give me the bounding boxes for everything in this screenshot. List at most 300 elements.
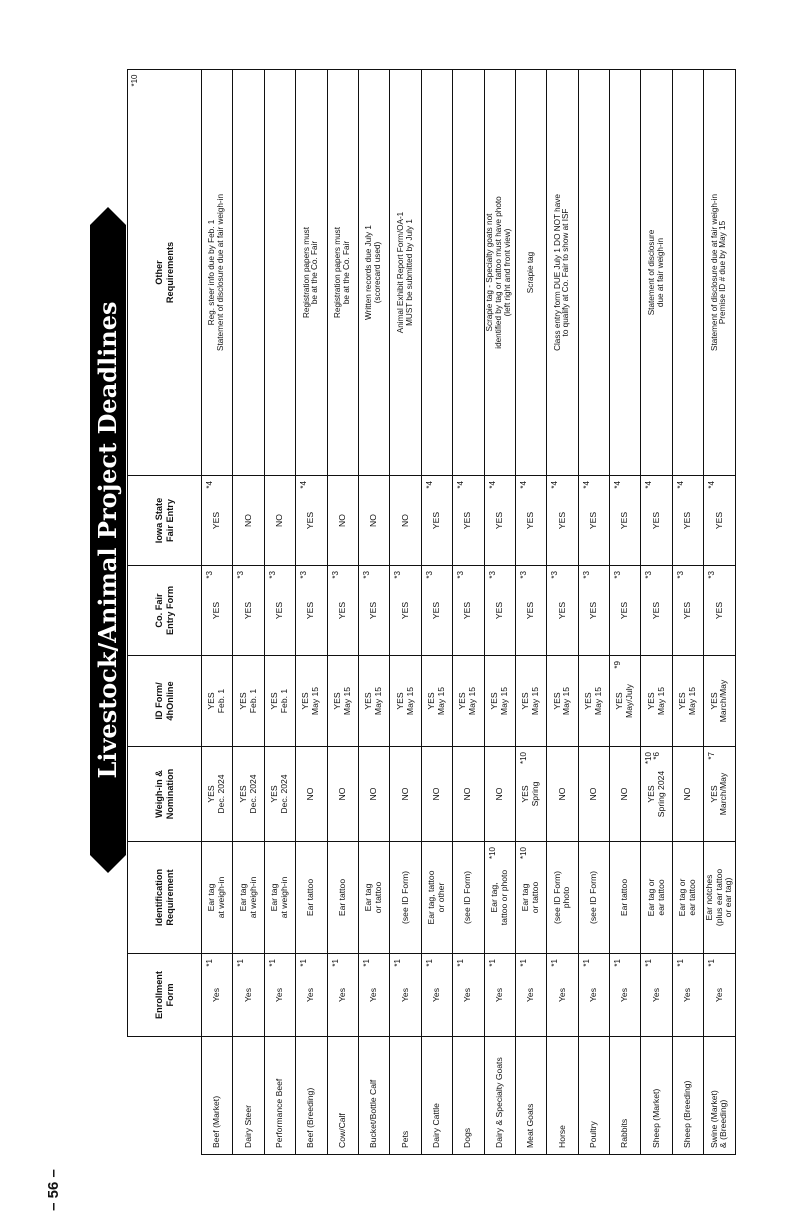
- footnote-marker: *10: [129, 74, 139, 87]
- cell-cofair: [264, 566, 295, 656]
- cell-idform: [358, 656, 389, 747]
- cell-other: [264, 70, 295, 476]
- cell-text: Yes: [587, 987, 598, 1003]
- cell-weigh: [704, 747, 735, 842]
- cell-text: (see ID Form) photo: [551, 871, 572, 924]
- cell-text: YES: [462, 511, 473, 530]
- cell-other: [421, 70, 452, 476]
- table-row: [672, 70, 703, 1155]
- footnote-marker: *4: [581, 481, 591, 489]
- cell-text: Dairy & Specialty Goats: [493, 1057, 504, 1148]
- cell-text: YES Spring 2024: [645, 770, 666, 818]
- cell-text: Yes: [368, 987, 379, 1003]
- cell-state: [296, 476, 327, 566]
- cell-enroll: [484, 954, 515, 1037]
- cell-text: (see ID Form): [587, 871, 598, 924]
- footnote-marker: *4: [424, 481, 434, 489]
- footnote-marker: *4: [299, 481, 309, 489]
- cell-text: YES: [525, 511, 536, 530]
- table-row: [484, 70, 515, 1155]
- cell-text: Animal Exhibit Report Form/OA-1 MUST be submitted by July 1: [395, 211, 414, 334]
- cell-enroll: [547, 954, 578, 1037]
- cell-enroll: [421, 954, 452, 1037]
- cell-text: YES: [336, 601, 347, 620]
- cell-other: [672, 70, 703, 476]
- cell-cofair: [578, 566, 609, 656]
- cell-name: [202, 1037, 233, 1155]
- cell-enroll: [233, 954, 264, 1037]
- cell-idform: [264, 656, 295, 747]
- cell-weigh: [641, 747, 672, 842]
- footnote-marker: *4: [205, 481, 214, 489]
- page-number: – 56 –: [45, 1169, 62, 1211]
- cell-text: NO: [305, 787, 316, 801]
- cell-text: NO: [336, 787, 347, 801]
- cell-ident: [296, 842, 327, 954]
- cell-cofair: [358, 566, 389, 656]
- cell-other: [484, 70, 515, 476]
- cell-weigh: [672, 747, 703, 842]
- cell-idform: [296, 656, 327, 747]
- cell-text: Ear tag or tattoo: [363, 881, 384, 914]
- cell-text: NO: [682, 787, 693, 801]
- cell-text: Poultry: [587, 1121, 598, 1148]
- cell-text: YES: [274, 601, 285, 620]
- cell-text: YES: [211, 601, 222, 620]
- cell-state: [484, 476, 515, 566]
- cell-cofair: [233, 566, 264, 656]
- footnote-marker: *3: [613, 571, 623, 579]
- cell-text: YES May 15: [520, 686, 541, 716]
- cell-weigh: [578, 747, 609, 842]
- cell-text: Yes: [274, 987, 285, 1003]
- cell-text: Beef (Market): [211, 1095, 222, 1148]
- cell-other: [390, 70, 421, 476]
- cell-other: [610, 70, 641, 476]
- cell-text: YES: [462, 601, 473, 620]
- table-row: [515, 70, 546, 1155]
- footnote-marker: *3: [581, 571, 591, 579]
- cell-text: Yes: [399, 987, 410, 1003]
- table-row: [358, 70, 389, 1155]
- cell-text: NO: [493, 787, 504, 801]
- footnote-marker: *3: [205, 571, 214, 579]
- cell-text: YES: [368, 601, 379, 620]
- cell-text: YES May 15: [488, 686, 509, 716]
- cell-state: [610, 476, 641, 566]
- cell-text: YES Dec. 2024: [237, 774, 258, 814]
- cell-text: Sheep (Breeding): [682, 1080, 693, 1148]
- footnote-marker: *1: [675, 959, 685, 967]
- cell-text: NO: [430, 787, 441, 801]
- cell-text: Yes: [619, 987, 630, 1003]
- cell-text: YES May 15: [363, 686, 384, 716]
- footnote-marker: *4: [518, 481, 528, 489]
- cell-text: YES May 15: [645, 686, 666, 716]
- cell-weigh: [296, 747, 327, 842]
- cell-text: Yes: [556, 987, 567, 1003]
- footnote-marker: *6: [652, 752, 662, 760]
- cell-enroll: [453, 954, 484, 1037]
- cell-idform: [672, 656, 703, 747]
- cell-text: Yes: [462, 987, 473, 1003]
- cell-state: [327, 476, 358, 566]
- cell-text: YES: [493, 601, 504, 620]
- cell-name: [641, 1037, 672, 1155]
- cell-ident: [672, 842, 703, 954]
- cell-text: YES May 15: [583, 686, 603, 716]
- cell-text: Written records due July 1 (scorecard used): [364, 225, 383, 320]
- cell-weigh: [484, 747, 515, 842]
- cell-text: Ear tag at weigh-in: [206, 876, 227, 919]
- cell-text: YES Feb. 1: [237, 688, 258, 714]
- cell-text: NO: [336, 514, 347, 527]
- cell-other: [547, 70, 578, 476]
- cell-text: YES: [650, 511, 661, 530]
- cell-ident: [327, 842, 358, 954]
- footnote-marker: *9: [613, 661, 623, 669]
- cell-text: Sheep (Market): [650, 1088, 661, 1148]
- cell-text: YES Spring: [520, 781, 541, 807]
- cell-text: YES Dec. 2024: [269, 774, 289, 814]
- cell-text: YES: [242, 601, 253, 620]
- cell-weigh: [358, 747, 389, 842]
- cell-state: [264, 476, 295, 566]
- cell-cofair: [421, 566, 452, 656]
- cell-text: YES May 15: [426, 686, 446, 716]
- footnote-marker: *3: [236, 571, 246, 579]
- cell-idform: [421, 656, 452, 747]
- footnote-marker: *4: [644, 481, 654, 489]
- cell-text: Dairy Cattle: [430, 1103, 441, 1148]
- cell-idform: [453, 656, 484, 747]
- cell-cofair: [704, 566, 735, 656]
- cell-idform: [610, 656, 641, 747]
- cell-state: [421, 476, 452, 566]
- cell-text: YES: [556, 511, 567, 530]
- cell-text: YES May 15: [457, 686, 478, 716]
- cell-text: Horse: [556, 1125, 567, 1148]
- cell-text: NO: [242, 514, 253, 527]
- cell-weigh: [421, 747, 452, 842]
- cell-text: Yes: [493, 987, 504, 1003]
- cell-other: [327, 70, 358, 476]
- cell-text: (see ID Form): [399, 871, 410, 924]
- cell-weigh: [610, 747, 641, 842]
- cell-text: YES: [525, 601, 536, 620]
- cell-state: [358, 476, 389, 566]
- table-row: [202, 70, 233, 1155]
- cell-ident: [453, 842, 484, 954]
- cell-text: Swine (Market) & (Breeding): [708, 1090, 729, 1148]
- footnote-marker: *3: [487, 571, 497, 579]
- cell-enroll: [327, 954, 358, 1037]
- cell-name: [610, 1037, 641, 1155]
- cell-text: YES: [305, 601, 316, 620]
- cell-text: YES: [587, 601, 598, 620]
- cell-idform: [547, 656, 578, 747]
- cell-text: YES: [619, 601, 630, 620]
- cell-weigh: [233, 747, 264, 842]
- cell-other: [358, 70, 389, 476]
- header-state-fair: Iowa State Fair Entry: [128, 476, 202, 566]
- cell-text: Ear tag, tattoo or other: [426, 870, 446, 925]
- cell-text: Ear tag, tattoo or photo: [488, 869, 509, 926]
- cell-enroll: [641, 954, 672, 1037]
- cell-text: YES: [493, 511, 504, 530]
- cell-text: Yes: [242, 987, 253, 1003]
- cell-text: YES March/May: [708, 679, 729, 723]
- cell-enroll: [202, 954, 233, 1037]
- cell-text: Performance Beef: [274, 1078, 285, 1148]
- footnote-marker: *1: [205, 959, 214, 967]
- cell-text: Yes: [682, 987, 693, 1003]
- cell-state: [453, 476, 484, 566]
- cell-text: (see ID Form): [462, 871, 473, 924]
- cell-name: [421, 1037, 452, 1155]
- cell-idform: [484, 656, 515, 747]
- header-id-form: ID Form/ 4hOnline: [128, 656, 202, 747]
- cell-text: Dairy Steer: [242, 1105, 253, 1148]
- cell-weigh: [202, 747, 233, 842]
- footnote-marker: *3: [424, 571, 434, 579]
- cell-name: [672, 1037, 703, 1155]
- cell-state: [202, 476, 233, 566]
- cell-text: Ear tattoo: [336, 878, 347, 917]
- cell-text: YES: [713, 511, 724, 530]
- footnote-marker: *3: [267, 571, 277, 579]
- cell-text: Yes: [650, 987, 661, 1003]
- cell-text: Yes: [713, 987, 724, 1003]
- table-row: [327, 70, 358, 1155]
- footnote-marker: *4: [613, 481, 623, 489]
- cell-name: [453, 1037, 484, 1155]
- cell-text: Dogs: [462, 1127, 473, 1148]
- footnote-marker: *1: [613, 959, 623, 967]
- footnote-marker: *3: [330, 571, 340, 579]
- cell-state: [390, 476, 421, 566]
- cell-cofair: [641, 566, 672, 656]
- cell-text: Ear tattoo: [619, 878, 630, 917]
- cell-text: Ear tag or ear tattoo: [677, 878, 698, 917]
- footnote-marker: *3: [456, 571, 466, 579]
- cell-other: [641, 70, 672, 476]
- cell-other: [453, 70, 484, 476]
- cell-idform: [233, 656, 264, 747]
- cell-text: YES: [399, 601, 410, 620]
- cell-name: [233, 1037, 264, 1155]
- cell-text: Scrapie tag - Specialty goats not identified by tag or tattoo must have photo (left right and front view): [485, 196, 513, 349]
- rotated-page: [90, 70, 734, 1155]
- cell-enroll: [358, 954, 389, 1037]
- cell-text: NO: [619, 787, 630, 801]
- cell-weigh: [264, 747, 295, 842]
- footnote-marker: *4: [456, 481, 466, 489]
- cell-text: NO: [462, 787, 473, 801]
- cell-name: [484, 1037, 515, 1155]
- footnote-marker: *3: [675, 571, 685, 579]
- cell-state: [233, 476, 264, 566]
- cell-text: NO: [399, 787, 410, 801]
- cell-ident: [578, 842, 609, 954]
- cell-text: Yes: [211, 987, 222, 1003]
- table-row: [296, 70, 327, 1155]
- footnote-marker: *1: [330, 959, 340, 967]
- table-row: [578, 70, 609, 1155]
- cell-ident: [264, 842, 295, 954]
- cell-text: YES: [430, 601, 441, 620]
- cell-name: [547, 1037, 578, 1155]
- cell-idform: [578, 656, 609, 747]
- table-row: [453, 70, 484, 1155]
- cell-text: NO: [274, 514, 285, 527]
- cell-text: Reg. steer info due by Feb. 1 Statement of disclosure due at fair weigh-in: [207, 194, 226, 352]
- cell-text: YES: [305, 511, 316, 530]
- cell-text: Cow/Calf: [336, 1113, 347, 1148]
- cell-ident: [484, 842, 515, 954]
- cell-cofair: [672, 566, 703, 656]
- footnote-marker: *1: [424, 959, 434, 967]
- cell-state: [578, 476, 609, 566]
- cell-text: Ear tag at weigh-in: [269, 876, 289, 919]
- cell-text: Registration papers must be at the Co. Fair: [332, 227, 351, 319]
- footnote-marker: *10: [518, 752, 528, 765]
- header-row: [128, 70, 202, 1155]
- cell-name: [264, 1037, 295, 1155]
- footnote-marker: *1: [518, 959, 528, 967]
- table-row: [610, 70, 641, 1155]
- cell-state: [547, 476, 578, 566]
- cell-text: YES: [430, 511, 441, 530]
- cell-text: Yes: [525, 987, 536, 1003]
- cell-text: NO: [368, 787, 379, 801]
- cell-text: Ear tag or ear tattoo: [645, 878, 666, 917]
- cell-text: Yes: [336, 987, 347, 1003]
- cell-text: Ear notches (plus ear tattoo or ear tag): [703, 868, 734, 927]
- cell-text: YES: [556, 601, 567, 620]
- cell-ident: [515, 842, 546, 954]
- cell-other: [578, 70, 609, 476]
- cell-text: YES March/May: [708, 772, 729, 816]
- cell-text: Registration papers must be at the Co. Fair: [301, 227, 320, 319]
- cell-state: [672, 476, 703, 566]
- footnote-marker: *1: [456, 959, 466, 967]
- cell-text: YES Feb. 1: [206, 688, 227, 714]
- cell-ident: [610, 842, 641, 954]
- header-weigh-in: Weigh-in & Nomination: [128, 747, 202, 842]
- cell-text: YES May 15: [331, 686, 352, 716]
- cell-enroll: [704, 954, 735, 1037]
- cell-text: YES: [587, 511, 598, 530]
- cell-cofair: [610, 566, 641, 656]
- footnote-marker: *3: [361, 571, 371, 579]
- header-other: Other Requirements: [128, 70, 202, 476]
- cell-text: NO: [399, 514, 410, 527]
- footnote-marker: *3: [550, 571, 560, 579]
- page-title: Livestock/Animal Project Deadlines: [90, 225, 126, 855]
- cell-cofair: [296, 566, 327, 656]
- footnote-marker: *7: [707, 752, 717, 760]
- cell-ident: [202, 842, 233, 954]
- cell-text: Yes: [305, 987, 316, 1003]
- cell-ident: [233, 842, 264, 954]
- cell-weigh: [453, 747, 484, 842]
- footnote-marker: *1: [236, 959, 246, 967]
- cell-cofair: [453, 566, 484, 656]
- cell-name: [327, 1037, 358, 1155]
- cell-text: Yes: [430, 987, 441, 1003]
- cell-weigh: [547, 747, 578, 842]
- cell-text: YES May 15: [300, 686, 321, 716]
- cell-text: YES May 15: [394, 686, 415, 716]
- footnote-marker: *4: [550, 481, 560, 489]
- footnote-marker: *1: [550, 959, 560, 967]
- cell-ident: [390, 842, 421, 954]
- footnote-marker: *3: [299, 571, 309, 579]
- footnote-marker: *10: [644, 752, 654, 765]
- table-row: [390, 70, 421, 1155]
- header-co-fair: Co. Fair Entry Form: [128, 566, 202, 656]
- footnote-marker: *1: [393, 959, 403, 967]
- cell-text: Ear tag at weigh-in: [237, 876, 258, 919]
- footnote-marker: *10: [487, 847, 497, 860]
- cell-text: Beef (Breeding): [305, 1087, 316, 1148]
- cell-cofair: [327, 566, 358, 656]
- cell-ident: [421, 842, 452, 954]
- header-enrollment: Enrollment Form: [128, 954, 202, 1037]
- cell-text: YES: [211, 511, 222, 530]
- cell-other: [202, 70, 233, 476]
- cell-name: [704, 1037, 735, 1155]
- table-row: [641, 70, 672, 1155]
- cell-idform: [390, 656, 421, 747]
- cell-ident: [358, 842, 389, 954]
- table-row: [233, 70, 264, 1155]
- cell-text: Meat Goats: [525, 1103, 536, 1148]
- cell-weigh: [390, 747, 421, 842]
- cell-text: Bucket/Bottle Calf: [368, 1079, 379, 1148]
- cell-text: YES: [650, 601, 661, 620]
- cell-text: Ear tag or tattoo: [520, 881, 541, 914]
- footnote-marker: *10: [518, 847, 528, 860]
- cell-text: Rabbits: [619, 1118, 630, 1148]
- footnote-marker: *3: [644, 571, 654, 579]
- corner-cell: [128, 1037, 202, 1155]
- footnote-marker: *4: [707, 481, 717, 489]
- cell-enroll: [515, 954, 546, 1037]
- footnote-marker: *1: [644, 959, 654, 967]
- table-row: [704, 70, 735, 1155]
- footnote-marker: *1: [581, 959, 591, 967]
- cell-text: Pets: [399, 1130, 410, 1148]
- footnote-marker: *1: [487, 959, 497, 967]
- cell-text: Class entry form DUE July 1 DO NOT have to qualify at Co. Fair to show at ISF: [552, 194, 571, 351]
- cell-enroll: [610, 954, 641, 1037]
- footnote-marker: *1: [361, 959, 371, 967]
- cell-enroll: [264, 954, 295, 1037]
- cell-idform: [327, 656, 358, 747]
- cell-text: YES: [619, 511, 630, 530]
- cell-cofair: [202, 566, 233, 656]
- cell-name: [296, 1037, 327, 1155]
- cell-idform: [641, 656, 672, 747]
- footnote-marker: *4: [675, 481, 685, 489]
- footnote-marker: *4: [487, 481, 497, 489]
- cell-text: Scrapie tag: [525, 251, 535, 294]
- cell-text: YES Dec. 2024: [206, 774, 227, 814]
- footnote-marker: *1: [267, 959, 277, 967]
- cell-text: Statement of disclosure due at fair weigh-in: [646, 229, 665, 316]
